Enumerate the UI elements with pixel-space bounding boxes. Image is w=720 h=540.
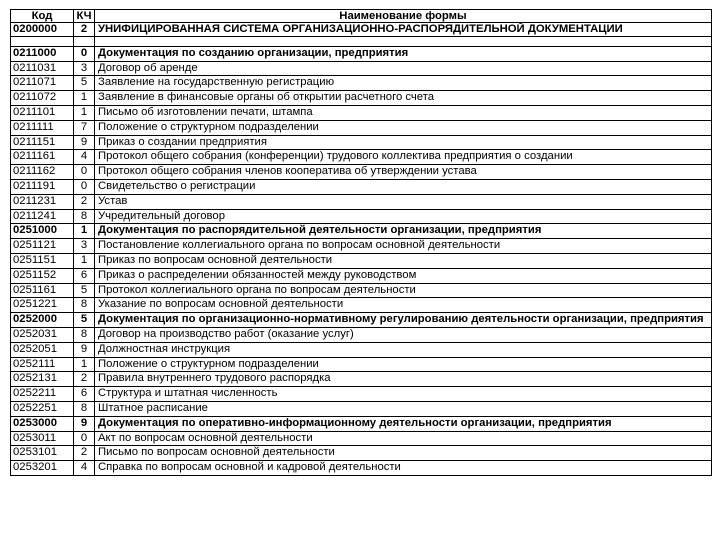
row-kch: 1 xyxy=(74,224,95,239)
row-kch: 8 xyxy=(74,327,95,342)
row-name: Документация по созданию организации, предприятия xyxy=(95,46,712,61)
row-name: Документация по организационно-нормативному регулированию деятельности организации, предприятия xyxy=(95,313,712,328)
row-code: 0211161 xyxy=(11,150,74,165)
table-row xyxy=(11,401,712,416)
row-code: 0211031 xyxy=(11,61,74,76)
row-name: Справка по вопросам основной и кадровой деятельности xyxy=(95,461,712,476)
row-kch: 9 xyxy=(74,135,95,150)
row-kch: 5 xyxy=(74,313,95,328)
row-code: 0211000 xyxy=(11,46,74,61)
row-kch: 9 xyxy=(74,342,95,357)
row-name: Свидетельство о регистрации xyxy=(95,179,712,194)
row-code: 0251000 xyxy=(11,224,74,239)
table-row xyxy=(11,253,712,268)
header-row xyxy=(11,10,712,23)
row-name: Штатное расписание xyxy=(95,401,712,416)
row-name: Протокол общего собрания членов кооператива об утверждении устава xyxy=(95,165,712,180)
row-code: 0211162 xyxy=(11,165,74,180)
row-name: Структура и штатная численность xyxy=(95,387,712,402)
row-name: Постановление коллегиального органа по вопросам основной деятельности xyxy=(95,239,712,254)
row-name: Договор об аренде xyxy=(95,61,712,76)
row-code: 0252051 xyxy=(11,342,74,357)
section-row xyxy=(11,224,712,239)
table-row xyxy=(11,268,712,283)
row-code: 0211071 xyxy=(11,76,74,91)
row-name: Документация по распорядительной деятельности организации, предприятия xyxy=(95,224,712,239)
row-kch: 4 xyxy=(74,461,95,476)
row-kch: 2 xyxy=(74,23,95,37)
header-name: Наименование формы xyxy=(95,10,712,23)
table-row xyxy=(11,327,712,342)
row-code: 0253201 xyxy=(11,461,74,476)
row-kch: 8 xyxy=(74,298,95,313)
row-code: 0253011 xyxy=(11,431,74,446)
top-level-row xyxy=(11,23,712,37)
row-name: Указание по вопросам основной деятельности xyxy=(95,298,712,313)
table-row xyxy=(11,120,712,135)
table-row xyxy=(11,209,712,224)
table-row xyxy=(11,135,712,150)
row-name: Должностная инструкция xyxy=(95,342,712,357)
spacer-cell xyxy=(11,36,74,46)
row-name: Документация по оперативно-информационному деятельности организации, предприятия xyxy=(95,416,712,431)
row-code: 0211111 xyxy=(11,120,74,135)
section-row xyxy=(11,416,712,431)
row-kch: 9 xyxy=(74,416,95,431)
row-kch: 0 xyxy=(74,165,95,180)
row-kch: 5 xyxy=(74,76,95,91)
table-row xyxy=(11,76,712,91)
table-row xyxy=(11,239,712,254)
table-row xyxy=(11,446,712,461)
row-kch: 7 xyxy=(74,120,95,135)
table-row xyxy=(11,194,712,209)
row-code: 0251151 xyxy=(11,253,74,268)
row-code: 0211072 xyxy=(11,91,74,106)
row-code: 0252251 xyxy=(11,401,74,416)
table-row xyxy=(11,165,712,180)
row-kch: 6 xyxy=(74,387,95,402)
table-row xyxy=(11,461,712,476)
table-row xyxy=(11,342,712,357)
table-row xyxy=(11,61,712,76)
row-name: Положение о структурном подразделении xyxy=(95,120,712,135)
table-row xyxy=(11,387,712,402)
row-kch: 1 xyxy=(74,105,95,120)
table-row xyxy=(11,150,712,165)
row-name: Учредительный договор xyxy=(95,209,712,224)
row-code: 0200000 xyxy=(11,23,74,37)
table-row xyxy=(11,283,712,298)
row-kch: 6 xyxy=(74,268,95,283)
row-code: 0211241 xyxy=(11,209,74,224)
row-name: Протокол коллегиального органа по вопросам деятельности xyxy=(95,283,712,298)
row-kch: 8 xyxy=(74,209,95,224)
section-row xyxy=(11,46,712,61)
spacer-cell xyxy=(95,36,712,46)
row-name: Акт по вопросам основной деятельности xyxy=(95,431,712,446)
row-code: 0251161 xyxy=(11,283,74,298)
row-kch: 3 xyxy=(74,239,95,254)
row-name: Заявление в финансовые органы об открытии расчетного счета xyxy=(95,91,712,106)
table-row xyxy=(11,105,712,120)
section-row xyxy=(11,313,712,328)
row-name: Устав xyxy=(95,194,712,209)
row-code: 0252031 xyxy=(11,327,74,342)
forms-classifier-document xyxy=(10,9,711,476)
row-code: 0211151 xyxy=(11,135,74,150)
row-code: 0211191 xyxy=(11,179,74,194)
row-name: Заявление на государственную регистрацию xyxy=(95,76,712,91)
row-code: 0251152 xyxy=(11,268,74,283)
row-code: 0251221 xyxy=(11,298,74,313)
table-row xyxy=(11,91,712,106)
row-name: Письмо по вопросам основной деятельности xyxy=(95,446,712,461)
row-name: Приказ о распределении обязанностей между руководством xyxy=(95,268,712,283)
row-kch: 0 xyxy=(74,431,95,446)
row-kch: 1 xyxy=(74,357,95,372)
row-kch: 0 xyxy=(74,179,95,194)
row-kch: 2 xyxy=(74,194,95,209)
row-kch: 8 xyxy=(74,401,95,416)
table-row xyxy=(11,357,712,372)
row-name: Правила внутреннего трудового распорядка xyxy=(95,372,712,387)
row-kch: 1 xyxy=(74,253,95,268)
row-kch: 2 xyxy=(74,372,95,387)
table-row xyxy=(11,179,712,194)
spacer-cell xyxy=(74,36,95,46)
forms-table xyxy=(10,9,712,476)
row-code: 0211101 xyxy=(11,105,74,120)
row-name: Протокол общего собрания (конференции) трудового коллектива предприятия о создании xyxy=(95,150,712,165)
row-kch: 3 xyxy=(74,61,95,76)
row-kch: 5 xyxy=(74,283,95,298)
row-code: 0252131 xyxy=(11,372,74,387)
row-kch: 0 xyxy=(74,46,95,61)
table-row xyxy=(11,298,712,313)
row-name: Приказ о создании предприятия xyxy=(95,135,712,150)
row-code: 0252000 xyxy=(11,313,74,328)
table-row xyxy=(11,372,712,387)
row-kch: 4 xyxy=(74,150,95,165)
row-name: Договор на производство работ (оказание услуг) xyxy=(95,327,712,342)
row-name: УНИФИЦИРОВАННАЯ СИСТЕМА ОРГАНИЗАЦИОННО-РАСПОРЯДИТЕЛЬНОЙ ДОКУМЕНТАЦИИ xyxy=(95,23,712,37)
row-code: 0252211 xyxy=(11,387,74,402)
row-kch: 1 xyxy=(74,91,95,106)
header-kch: КЧ xyxy=(74,10,95,23)
row-name: Положение о структурном подразделении xyxy=(95,357,712,372)
row-code: 0251121 xyxy=(11,239,74,254)
row-code: 0211231 xyxy=(11,194,74,209)
table-row xyxy=(11,431,712,446)
row-code: 0253101 xyxy=(11,446,74,461)
row-name: Письмо об изготовлении печати, штампа xyxy=(95,105,712,120)
row-code: 0253000 xyxy=(11,416,74,431)
row-name: Приказ по вопросам основной деятельности xyxy=(95,253,712,268)
row-code: 0252111 xyxy=(11,357,74,372)
spacer-row xyxy=(11,36,712,46)
row-kch: 2 xyxy=(74,446,95,461)
header-code: Код xyxy=(11,10,74,23)
